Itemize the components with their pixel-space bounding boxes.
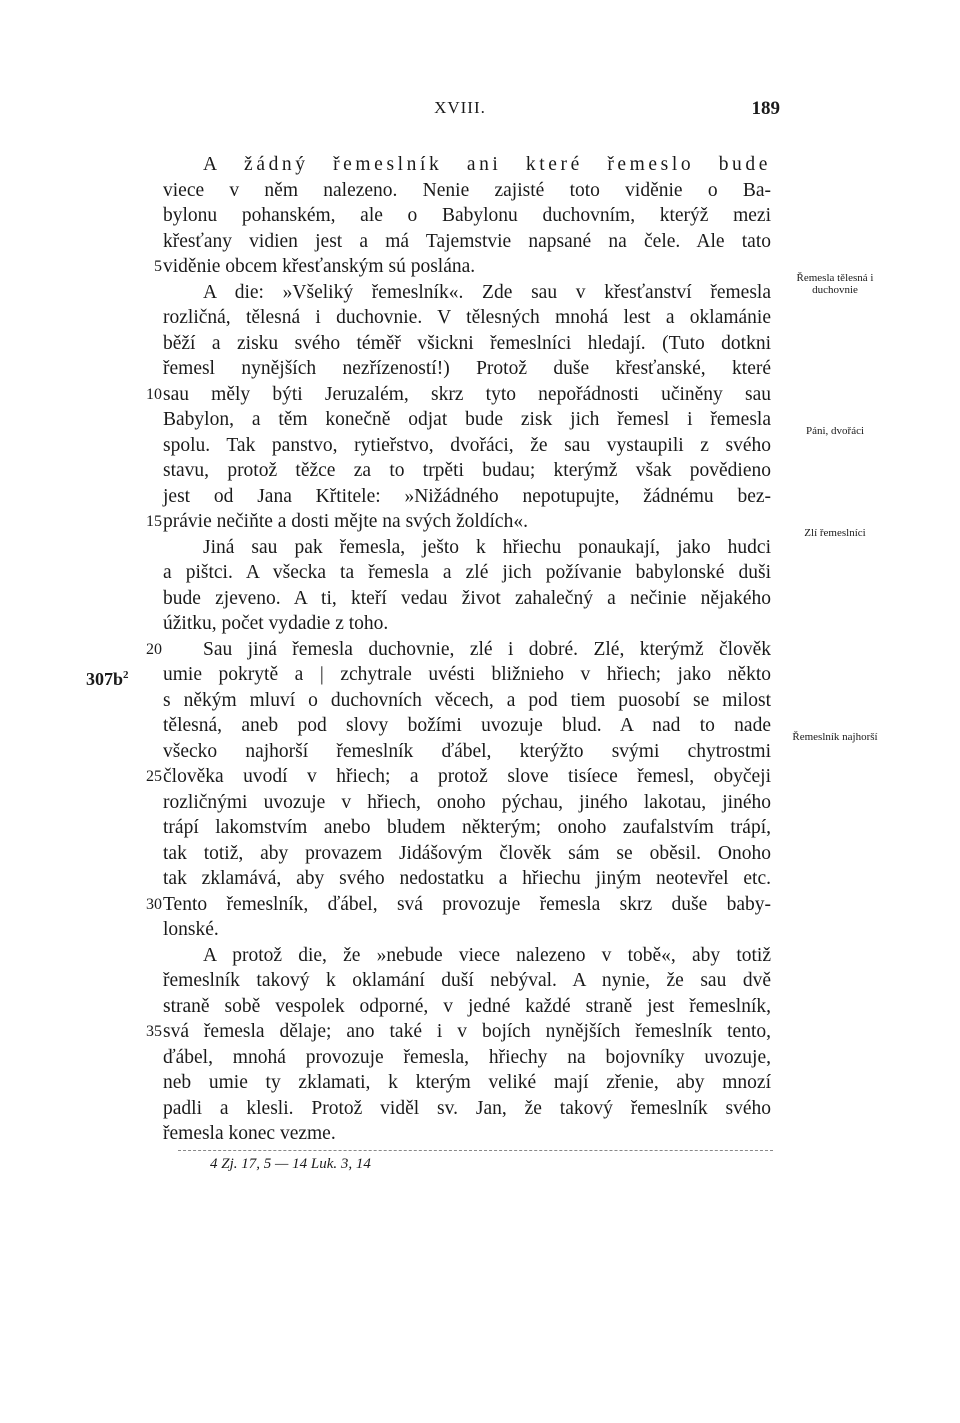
text-line: sau měly býti Jeruzalém, skrz tyto nepořádnosti učiněny sau — [163, 383, 771, 405]
text-line: člověka uvodí v hřiech; a protož slove tisíece řemesl, obyčeji — [163, 766, 771, 787]
text-line: A die: »Všeliký řemeslník«. Zde sau v křesťanství řemesla — [203, 281, 771, 303]
text-line: neb umie ty zklamati, k kterým veliké mají zřenie, aby mnozí — [163, 1072, 771, 1093]
folio-superscript: 2 — [123, 669, 129, 681]
text-line: běží a zisku svého téměř všickni řemeslníci hledají. (Tuto dotkni — [163, 332, 771, 354]
text-line: Jiná sau pak řemesla, ješto k hřiechu ponaukají, jako hudci — [203, 536, 771, 558]
text-line: Sau jiná řemesla duchovnie, zlé i dobré. Zlé, kterýmž člověk — [203, 638, 771, 660]
text-line: jest od Jana Křtitele: »Nižádného nepotupujte, žádnému bez- — [163, 485, 771, 507]
margin-note: Páni, dvořáci — [805, 424, 865, 437]
line-number: 15 — [146, 513, 162, 530]
text-line: rozličnými uvozuje v hřiech, onoho pýchau, jiného lakotau, jiného — [163, 791, 771, 813]
text-line: Babylon, a těm konečně odjat bude zisk jich řemesl i řemesla — [163, 409, 771, 430]
text-line: stavu, protož těžce za to trpěti budau; kterýmž však povědieno — [163, 460, 771, 481]
text-line: ďábel, mnohá provozuje řemesla, hřiechy na bojovníky uvozuje, — [163, 1046, 771, 1068]
text-line: viece v něm nalezeno. Nenie zajisté toto viděnie o Ba- — [163, 179, 771, 201]
text-line: spolu. Tak panstvo, rytieřstvo, dvořáci, že sau vystaupili z svého — [163, 434, 771, 456]
line-number: 20 — [146, 640, 162, 658]
text-line: A protož die, že »nebude viece nalezeno v tobě«, aby totiž — [203, 944, 771, 966]
text-line: a pištci. A všecka ta řemesla a zlé jich požívanie babylonské duši — [163, 562, 771, 583]
text-line: řemeslník takový k oklamání duší nebýval. A nynie, že sau dvě — [163, 970, 771, 991]
text-line: trápí lakomstvím anebo bludem některým; onoho zaufalstvím trápí, — [163, 817, 771, 838]
text-line: viděnie obcem křesťanským sú poslána. — [163, 256, 476, 277]
margin-note: Řemesla tělesná i duchovnie — [796, 271, 874, 296]
line-number: 5 — [154, 258, 162, 275]
text-line: tělesná, aneb pod slovy božími uvozuje blud. A nad to nade — [163, 715, 771, 736]
text-line: tak totiž, aby provazem Jidášovým člověk sám se oběsil. Onoho — [163, 842, 771, 864]
page-number: 189 — [751, 98, 780, 119]
text-line: bude zjeveno. A ti, kteří vedau život zahalečný a nečinie nějakého — [163, 587, 771, 609]
page-header — [140, 98, 780, 124]
footnote-divider — [178, 1150, 773, 1151]
text-line: právie nečiňte a dosti mějte na svých žoldích«. — [163, 511, 528, 532]
folio-label: 307b — [86, 669, 124, 689]
chapter-number: XVIII. — [434, 98, 486, 117]
text-line: rozličná, tělesná i duchovnie. V tělesných mnohá lest a oklamánie — [163, 307, 771, 328]
line-number: 35 — [146, 1023, 162, 1040]
text-line: umie pokrytě a | zchytrale uvésti bližnieho v hřiech; jako někto — [163, 664, 771, 685]
line-number: 30 — [146, 895, 162, 913]
margin-note: Zlí řemeslníci — [804, 526, 866, 539]
text-line: úžitku, počet vydadie z toho. — [163, 613, 389, 634]
footnote: 4 Zj. 17, 5 — 14 Luk. 3, 14 — [210, 1156, 371, 1172]
line-number: 25 — [146, 768, 162, 785]
text-line: tak zklamává, aby svého nedostatku a hřiechu jiným neotevřel etc. — [163, 868, 771, 889]
text-line: bylonu pohanském, ale o Babylonu duchovním, kterýž mezi — [163, 205, 771, 226]
text-line: řemesla konec vezme. — [163, 1123, 336, 1144]
line-number: 10 — [146, 385, 162, 403]
text-line: straně sobě vespolek odporné, v jedné každé straně jest řemeslník, — [163, 995, 771, 1017]
text-line: padli a klesli. Protož viděl sv. Jan, že takový řemeslník svého — [163, 1097, 771, 1119]
text-line: řemesl nynějších nezřízeností!) Protož duše křesťanské, které — [163, 358, 771, 379]
text-line: svá řemesla dělaje; ano také i v bojích nynějších řemeslník tento, — [163, 1021, 771, 1042]
text-line: Tento řemeslník, ďábel, svá provozuje řemesla skrz duše baby- — [163, 893, 771, 915]
folio-marker — [86, 662, 129, 692]
margin-note: Řemeslník najhorší — [792, 730, 878, 743]
text-line: křesťany vidien jest a má Tajemstvie napsané na čele. Ale tato — [163, 230, 771, 252]
text-line: s někým mluví o duchovních věcech, a pod tiem puosobí se milost — [163, 689, 771, 711]
text-line: všecko najhorší řemeslník ďábel, kterýžto svými chytrostmi — [163, 740, 771, 762]
text-line: A žádný řemeslník ani které řemeslo bude — [203, 154, 771, 175]
text-line: lonské. — [163, 919, 219, 940]
